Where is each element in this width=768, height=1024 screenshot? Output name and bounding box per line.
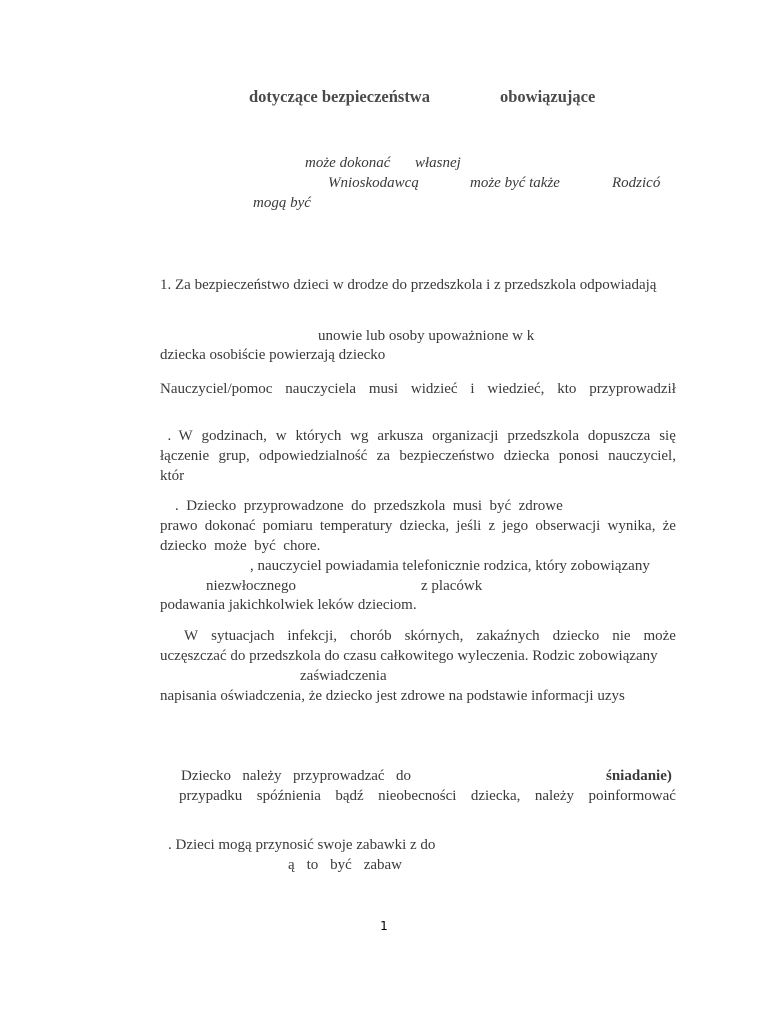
intro-line-2c: Rodzicó (612, 175, 661, 191)
paragraph-4-line-2: prawo dokonać pomiaru temperatury dziecka, jeśli z jego obserwacji wynika, że (160, 518, 676, 534)
title-part-2: obowiązujące (500, 87, 596, 106)
intro-line-3: mogą być (253, 195, 311, 211)
paragraph-7-line-2: ą to być zabaw (288, 857, 402, 873)
intro-line-2a: Wnioskodawcą (328, 175, 419, 191)
paragraph-6-line-2: przypadku spóźnienia bądź nieobecności dziecka, należy poinformować (179, 788, 676, 804)
paragraph-4-line-1: . Dziecko przyprowadzone do przedszkola musi być zdrowe (175, 498, 563, 514)
paragraph-5-line-4: napisania oświadczenia, że dziecko jest zdrowe na podstawie informacji uzys (160, 688, 625, 704)
paragraph-7-line-1: . Dzieci mogą przynosić swoje zabawki z do (168, 837, 436, 853)
paragraph-3-line-2: łączenie grup, odpowiedzialność za bezpieczeństwo dziecka ponosi nauczyciel, (160, 448, 676, 464)
paragraph-5-line-1: W sytuacjach infekcji, chorób skórnych, zakaźnych dziecko nie może (184, 628, 676, 644)
paragraph-4-line-5b: z placówk (421, 578, 483, 594)
paragraph-4-line-6: podawania jakichkolwiek leków dzieciom. (160, 597, 417, 613)
intro-line-2b: może być także (470, 175, 560, 191)
paragraph-4-line-5a: niezwłocznego (206, 578, 296, 594)
paragraph-5-line-3: zaświadczenia (300, 668, 387, 684)
paragraph-5-line-2: uczęszczać do przedszkola do czasu całkowitego wyleczenia. Rodzic zobowiązany (160, 648, 658, 664)
paragraph-1-line-1: 1. Za bezpieczeństwo dzieci w drodze do przedszkola i z przedszkola odpowiadają (160, 277, 657, 293)
paragraph-4-line-3: dziecko może być chore. (160, 538, 321, 554)
intro-line-1b: własnej (415, 155, 461, 171)
paragraph-2-line-1: unowie lub osoby upoważnione w k (318, 328, 535, 344)
paragraph-3-line-3: któr (160, 468, 185, 484)
paragraph-3-line-1: . W godzinach, w których wg arkusza organizacji przedszkola dopuszcza się (160, 428, 676, 444)
title-part-1: dotyczące bezpieczeństwa (249, 87, 430, 106)
intro-line-1a: może dokonać (305, 155, 391, 171)
paragraph-2-line-2: dziecka osobiście powierzają dziecko (160, 347, 386, 363)
paragraph-4-line-4: , nauczyciel powiadamia telefonicznie rodzica, który zobowiązany (250, 558, 650, 574)
paragraph-6-line-1b: śniadanie) (606, 768, 672, 784)
page-number: 1 (380, 919, 388, 933)
paragraph-6-line-1a: Dziecko należy przyprowadzać do (181, 768, 411, 784)
paragraph-2-line-3: Nauczyciel/pomoc nauczyciela musi widzieć i wiedzieć, kto przyprowadził (160, 381, 676, 397)
